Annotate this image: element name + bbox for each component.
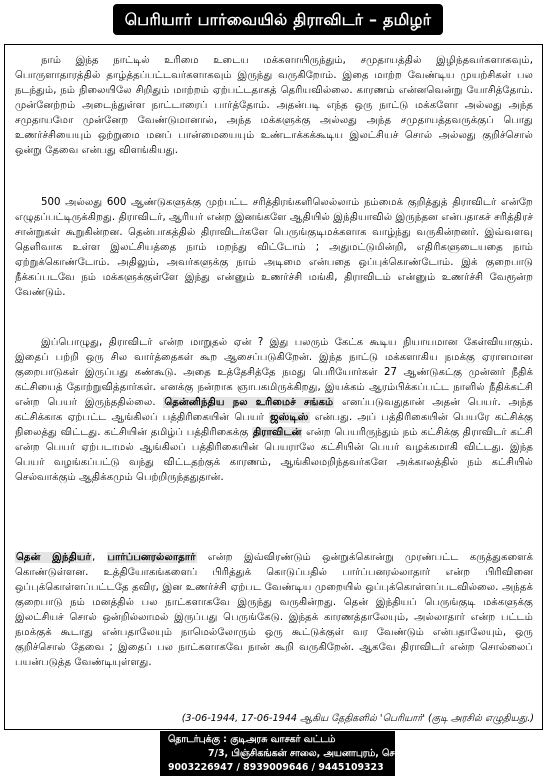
highlight-south-indian: தென் இந்தியர் xyxy=(16,552,91,563)
paragraph-3 xyxy=(15,335,533,485)
contact-box xyxy=(160,731,449,776)
paragraph-3-text-d: என்ற பெயரிருந்தும் நம் கட்சிக்கு திராவிடர் கட்சி என்ற பெயர் ஏற்படாமல் ஆங்கிலப் பத்திரிகையின் பெயராலே கட்சியின் பெயர் வழக்கமாகி விட்டது. இந்த பெயர் வழங்கப்பட்டு வந்து விட்டதற்குக் காரணம், ஆங்கிலமறிந்தவர்களே அக்காலத்தில் நம் கட்சியில் செல்வாக்கும் ஆதிக்கமும் பெற்றிருந்ததுதான். xyxy=(15,427,533,483)
source-citation: (3-06-1944, 17-06-1944 ஆகிய தேதிகளில் 'பெரியார்' (குடி அரசில் எழுதியது.) xyxy=(181,713,534,724)
highlight-south-indian-welfare-association: தென்னிந்திய நல உரிமைச் சங்கம் xyxy=(164,397,334,408)
highlight-dravidan: திராவிடன் xyxy=(252,427,302,438)
paragraph-4-separator: , xyxy=(91,552,107,563)
paragraph-3-text-a: இப்பொழுது, திராவிடர் என்ற மாறுதல் ஏன் ? இது பலரும் கேட்க கூடிய நியாயமான கேள்வியாகும். இதைப் பற்றி ஒரு சில வார்த்தைகள் கூற ஆசைப்படுகிறேன். இந்த நாட்டு மக்களாகிய நமக்கு ஏராளமான குறைபாடுகள் இருப்பது கண்கூடு. அதை உத்தேசித்தே நமது பெரியோர்கள் 27 ஆண்டுகட்கு முன்னர் நீதிக் கட்சியைத் தோற்றுவித்தார்கள். எனக்கு நன்றாக ஞாபகமிருக்கிறது, இயக்கம் ஆரம்பிக்கப்பட்ட நாளில் நீதிக்கட்சி என்ற பெயர் இருந்ததில்லை. xyxy=(15,337,533,408)
article-frame xyxy=(4,44,543,730)
paragraph-3-text-c: என்பது. அப் பத்திரிகையின் பெயரே கட்சிக்கு நிலைத்து விட்டது. கட்சியின் தமிழ்ப் பத்திரிகைக்கு xyxy=(15,412,533,438)
page-title: பெரியார் பார்வையில் திராவிடர் – தமிழர் xyxy=(113,4,443,35)
paragraph-2-text: 500 அல்லது 600 ஆண்டுகளுக்கு முற்பட்ட சரித்திரங்களிலெல்லாம் நம்மைக் குறித்துத் திராவிடர் என்றே எழுதப்பட்டிருக்கிறது. திராவிடர், ஆரியர் என்ற இனங்களே ஆதியில் இந்தியாவில் இருந்தன என்பதாகச் சரித்திரச் சான்றுகள் கூறுகின்றன. தென்பாகத்தில் திராவிடர்களே பெருங்குடிமக்களாக வாழ்ந்து வருகின்றனர். இவ்வளவு தெளிவாக உள்ள இலட்சியத்தை நாம் மறந்து விட்டோம் ; அதுமட்டுமின்றி, எதிரிகளுடையதை நாம் ஏற்றுக்கொண்டோம். அதிலும், அவர்களுக்கு நாம் அடிமை என்பதை ஒப்புக்கொண்டோம். இக் குறைபாடு நீக்கப்படவே நம் மக்களுக்குள்ளே இந்து என்னும் உணர்ச்சி மங்கி, திராவிடம் என்னும் உணர்ச்சி வேரூன்ற வேண்டும். xyxy=(15,197,533,298)
paragraph-3-text-b: எனப்படுவதுதான் அதன் பெயர். அந்த கட்சிக்காக ஏற்பட்ட ஆங்கிலப் பத்திரிகையின் பெயர் xyxy=(15,397,534,423)
contact-address: 7/3, பிஞ்சிகங்கன் சாலை, அயனாபுரம், சென்னை - 23. xyxy=(208,748,449,759)
paragraph-1 xyxy=(15,53,533,158)
highlight-justice: ஜஸ்டிஸ் xyxy=(270,412,309,423)
paragraph-1-text: நாம் இந்த நாட்டில் உரிமை உடைய மக்களாயிருந்தும், சமுதாயத்தில் இழிந்தவர்களாகவும், பொருளாதாரத்தில் தாழ்த்தப்பட்டவர்களாகவும் இருந்து வருகிறோம். இதை மாற்ற வேண்டிய முயற்சிகள் பல நடந்தும், நம் நிலையிலே சிறிதும் மாற்றம் ஏற்பட்டதாகத் தெரியவில்லை. காரணம் என்னவென்று யோசித்தோம். முன்னேற்றம் அடைந்துள்ள நாட்டாரைப் பார்த்தோம். அதன்படி எந்த ஒரு நாட்டு மக்களோ அல்லது அந்த சமுதாயமோ முன்னேற வேண்டுமானால், அந்த மக்களுக்கு அல்லது அந்த சமுதாயத்தவருக்குப் பொது உணர்ச்சியையும் ஒற்றுமை மனப் பான்மையையும் உண்டாக்கக்கூடிய இலட்சியச் சொல் அல்லது குறிச்சொல் ஒன்று தேவை என்பது விளங்கியது. xyxy=(15,55,533,156)
contact-org: குடிஅரசு வாசகர் வட்டம் xyxy=(230,734,336,745)
contact-phones: 9003226947 / 8939009646 / 9445109323 xyxy=(168,762,384,773)
highlight-non-brahmin: பார்ப்பனரல்லாதார் xyxy=(107,552,196,563)
paragraph-4 xyxy=(15,550,533,670)
contact-line-1 xyxy=(168,733,387,747)
paragraph-4-text: என்ற இவ்விரண்டும் ஒன்றுக்கொன்று முரண்பட்ட கருத்துகளைக் கொண்டுள்ளன. உத்தியோகங்களைப் பிரித்துக் கொடுப்பதில் பார்ப்பனரல்லாதார் என்ற பிரிவினை ஒப்புக்கொள்ளப்பட்டதே தவிர, இன உணர்ச்சி ஏற்பட வேண்டிய முறையில் ஒப்புக்கொள்ளப்படவில்லை. அந்தக் குறைபாடு நம் மனத்தில் பல நாட்களாகவே இருந்து வருகின்றது. தென் இந்தியப் பெருங்குடி மக்களுக்கு இலட்சியச் சொல் ஒன்றில்லாமல் இருப்பது பெருங்கேடு. இந்தக் காரணத்தாலேயும், அல்லாதார் என்ற பட்டம் நமக்குக் கூடாது என்பதாலேயும் நாமெல்லோரும் ஒரு கூட்டுக்குள் வர வேண்டும் என்பதாலேயும், ஒரு குறிச்சொல் தேவை ; இதைப் பல நாட்களாகவே நான் கூறி வருகிறேன். ஆகவே திராவிடர் என்ற சொல்லைப் பயன்படுத்த வேண்டியுள்ளது. xyxy=(15,552,533,668)
paragraph-2 xyxy=(15,195,533,300)
contact-label: தொடர்புக்கு : xyxy=(168,734,227,745)
